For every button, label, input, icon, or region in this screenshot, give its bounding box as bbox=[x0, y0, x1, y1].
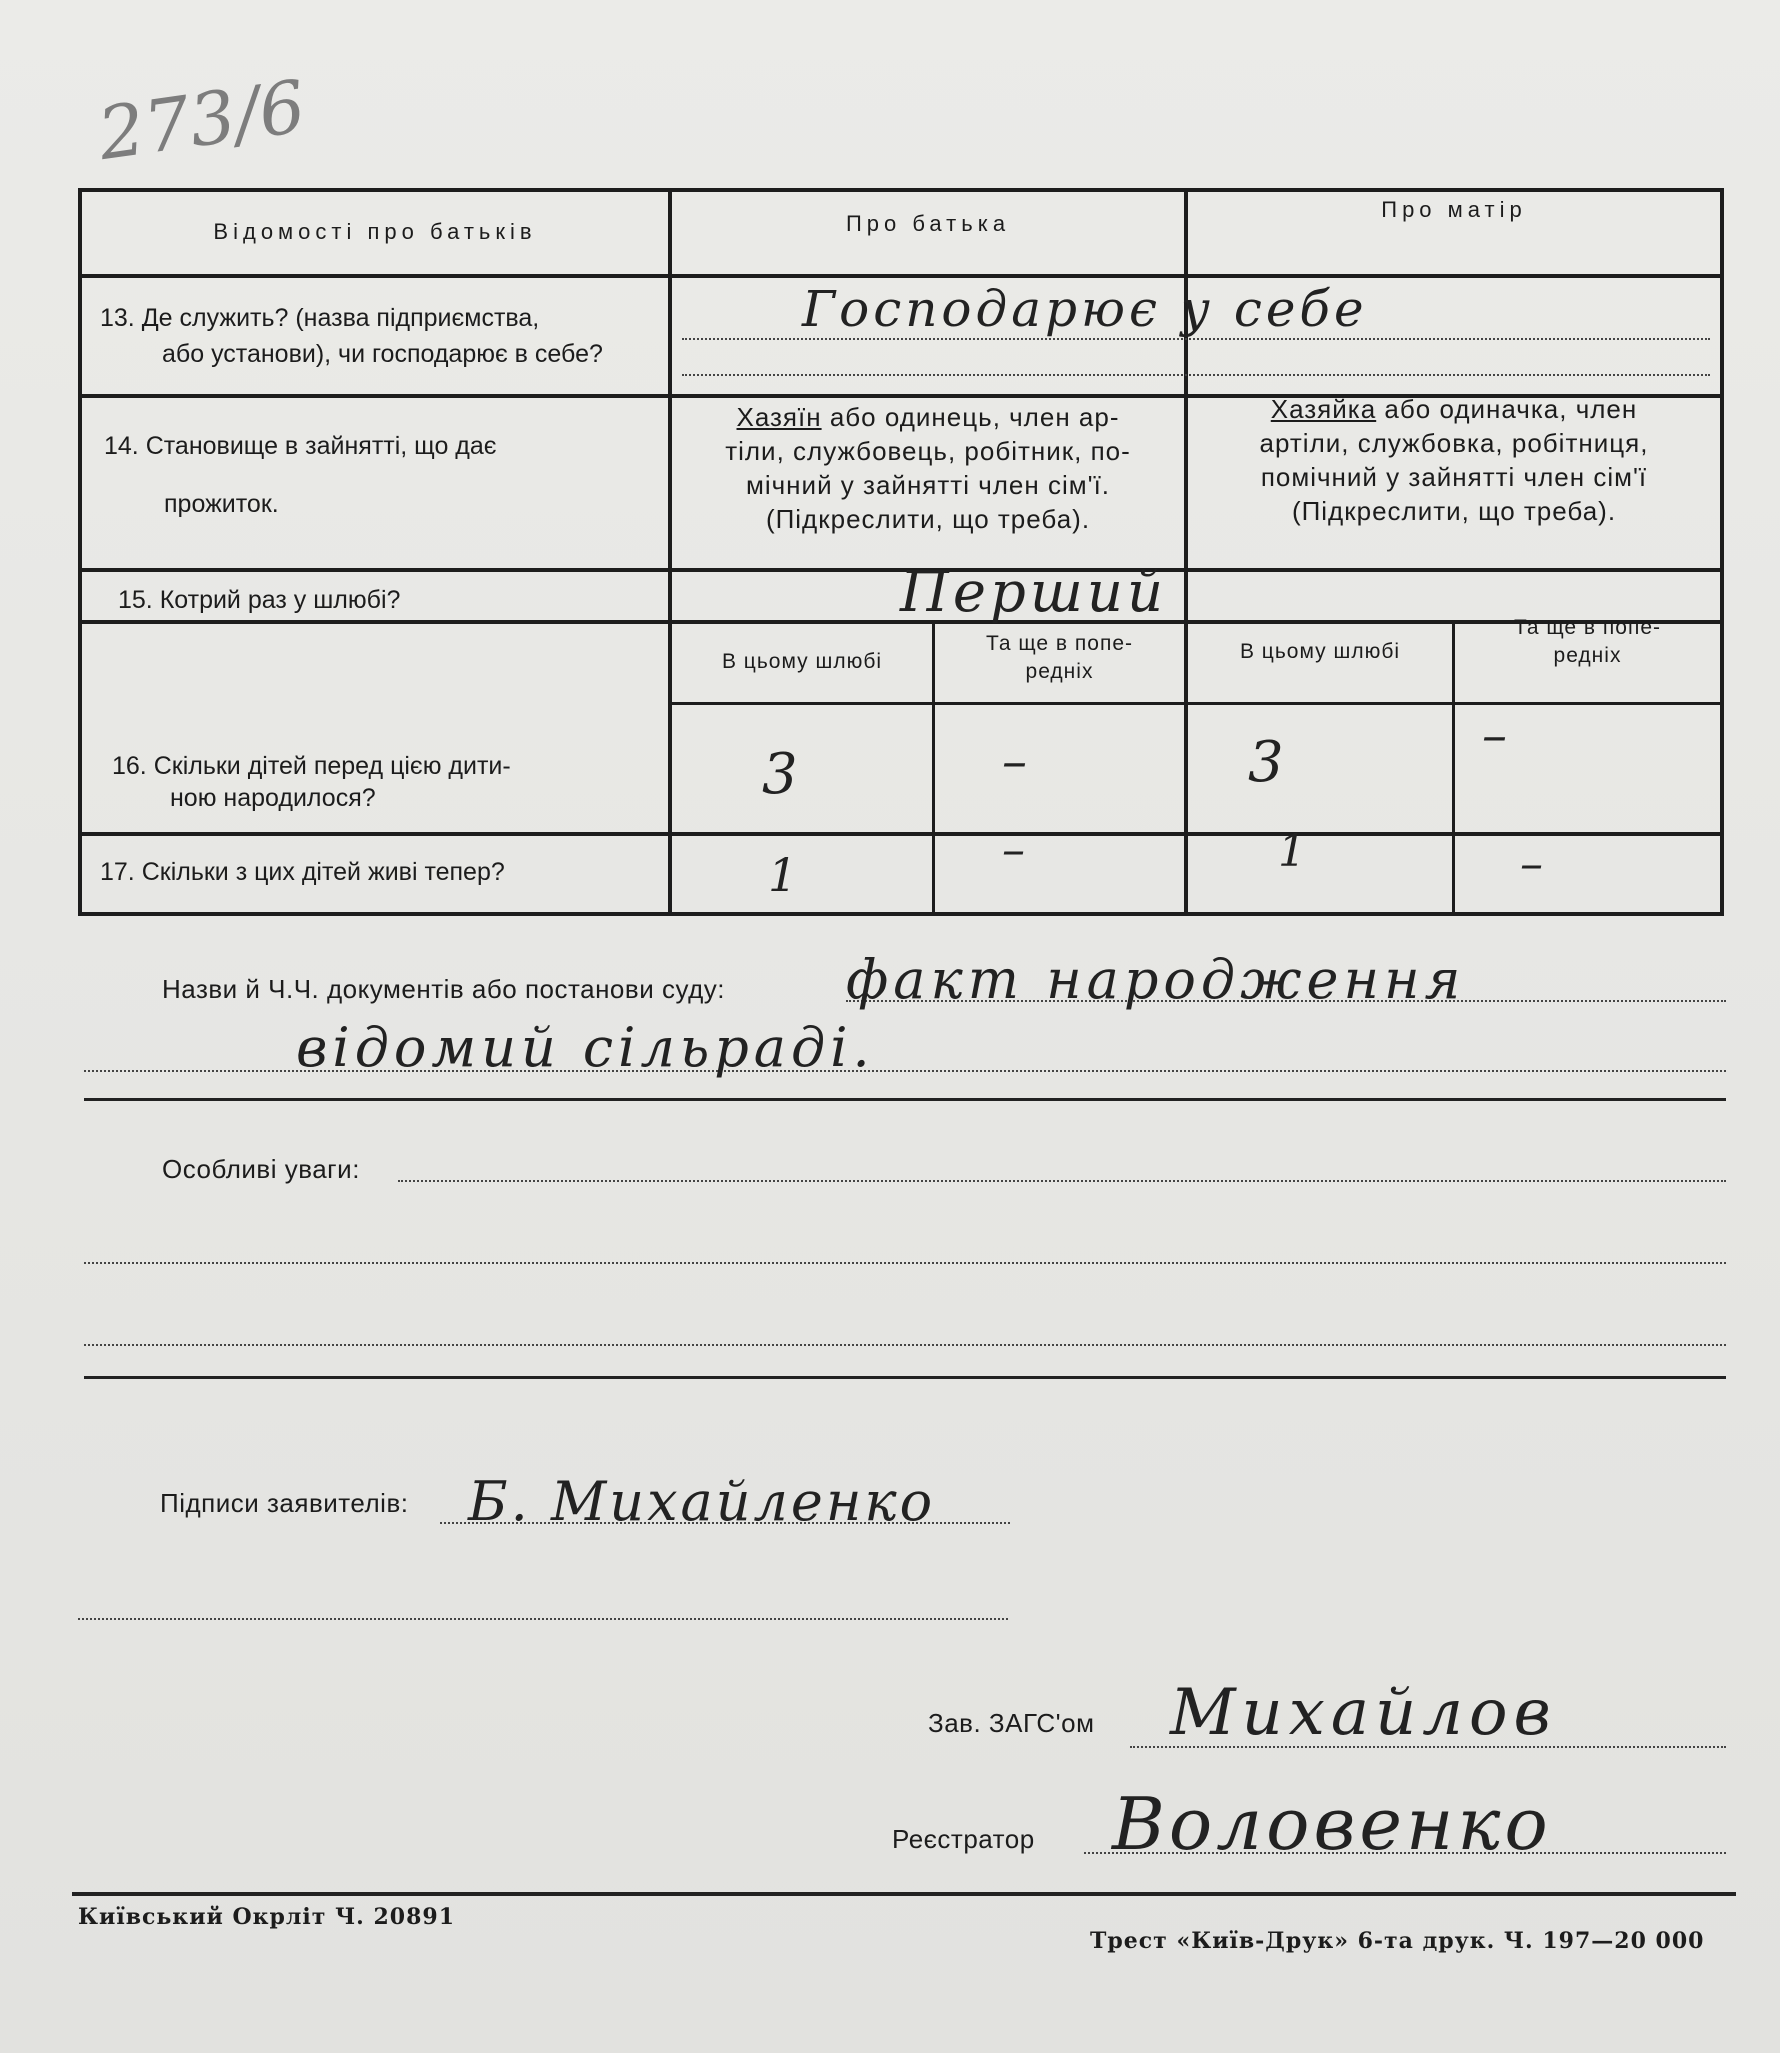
mother-alive-prev: – bbox=[1520, 836, 1543, 890]
mother-children-this: 3 bbox=[1248, 730, 1284, 795]
header-parents-info: Відомості про батьків bbox=[213, 219, 537, 244]
question-14: 14. Становище в зайнятті, що дає прожиток. bbox=[104, 432, 497, 518]
selected-option-father: Хазяїн bbox=[736, 402, 822, 432]
father-alive-prev: – bbox=[1002, 822, 1025, 876]
footer-left: Київський Окрліт Ч. 20891 bbox=[78, 1904, 456, 1930]
father-alive-this: 1 bbox=[768, 848, 798, 902]
mother-occupation-options: Хазяйка або одиначка, член артіли, службовка, робітниця, помічний у зайнятті член сім'ї (Підкреслити, що треба). bbox=[1259, 394, 1649, 526]
documents-label: Назви й Ч.Ч. документів або постанови суду: bbox=[162, 974, 725, 1004]
header-father: Про батька bbox=[845, 211, 1011, 236]
parents-info-table bbox=[78, 188, 1724, 916]
applicant-signature: Б. Михайленко bbox=[468, 1470, 936, 1533]
remarks-label: Особливі уваги: bbox=[162, 1154, 360, 1184]
subheader-mother-prev: Та ще в попе- редніх bbox=[1513, 616, 1662, 667]
footer-right: Трест «Київ-Друк» 6-та друк. Ч. 197—20 000 bbox=[1090, 1928, 1705, 1954]
registry-head-label: Зав. ЗАГС'ом bbox=[928, 1708, 1095, 1738]
mother-children-prev: – bbox=[1482, 706, 1507, 764]
question-13: 13. Де служить? (назва підприємства, або установи), чи господарює в себе? bbox=[100, 304, 603, 368]
question-17: 17. Скільки з цих дітей живі тепер? bbox=[100, 858, 505, 886]
subheader-mother-this: В цьому шлюбі bbox=[1239, 640, 1401, 663]
answer-15: Перший bbox=[900, 560, 1168, 625]
mother-alive-this: 1 bbox=[1278, 826, 1306, 877]
documents-line-1: факт народження bbox=[846, 948, 1466, 1011]
subheader-father-this: В цьому шлюбі bbox=[721, 650, 883, 673]
archive-note: 273/6 bbox=[93, 63, 311, 177]
father-occupation-options: Хазяїн або одинець, член ар- тіли, службовець, робітник, по- мічний у зайнятті член сім'ї. (Підкреслити, що треба). bbox=[725, 402, 1131, 534]
documents-line-2: відомий сільраді. bbox=[296, 1016, 875, 1079]
subheader-father-prev: Та ще в попе- редніх bbox=[985, 632, 1134, 683]
father-children-prev: – bbox=[1002, 732, 1027, 790]
selected-option-mother: Хазяйка bbox=[1270, 394, 1377, 424]
father-children-this: 3 bbox=[762, 742, 798, 807]
registrar-signature: Воловенко bbox=[1112, 1782, 1552, 1866]
applicants-signature-label: Підписи заявителів: bbox=[160, 1488, 409, 1518]
registry-head-signature: Михайлов bbox=[1170, 1676, 1557, 1750]
answer-13: Господарює у себе bbox=[802, 280, 1368, 338]
question-16: 16. Скільки дітей перед цією дити- ною народилося? bbox=[112, 752, 511, 812]
question-15: 15. Котрий раз у шлюбі? bbox=[118, 586, 401, 614]
registrar-label: Реєстратор bbox=[892, 1824, 1035, 1854]
header-mother: Про матір bbox=[1381, 197, 1527, 222]
